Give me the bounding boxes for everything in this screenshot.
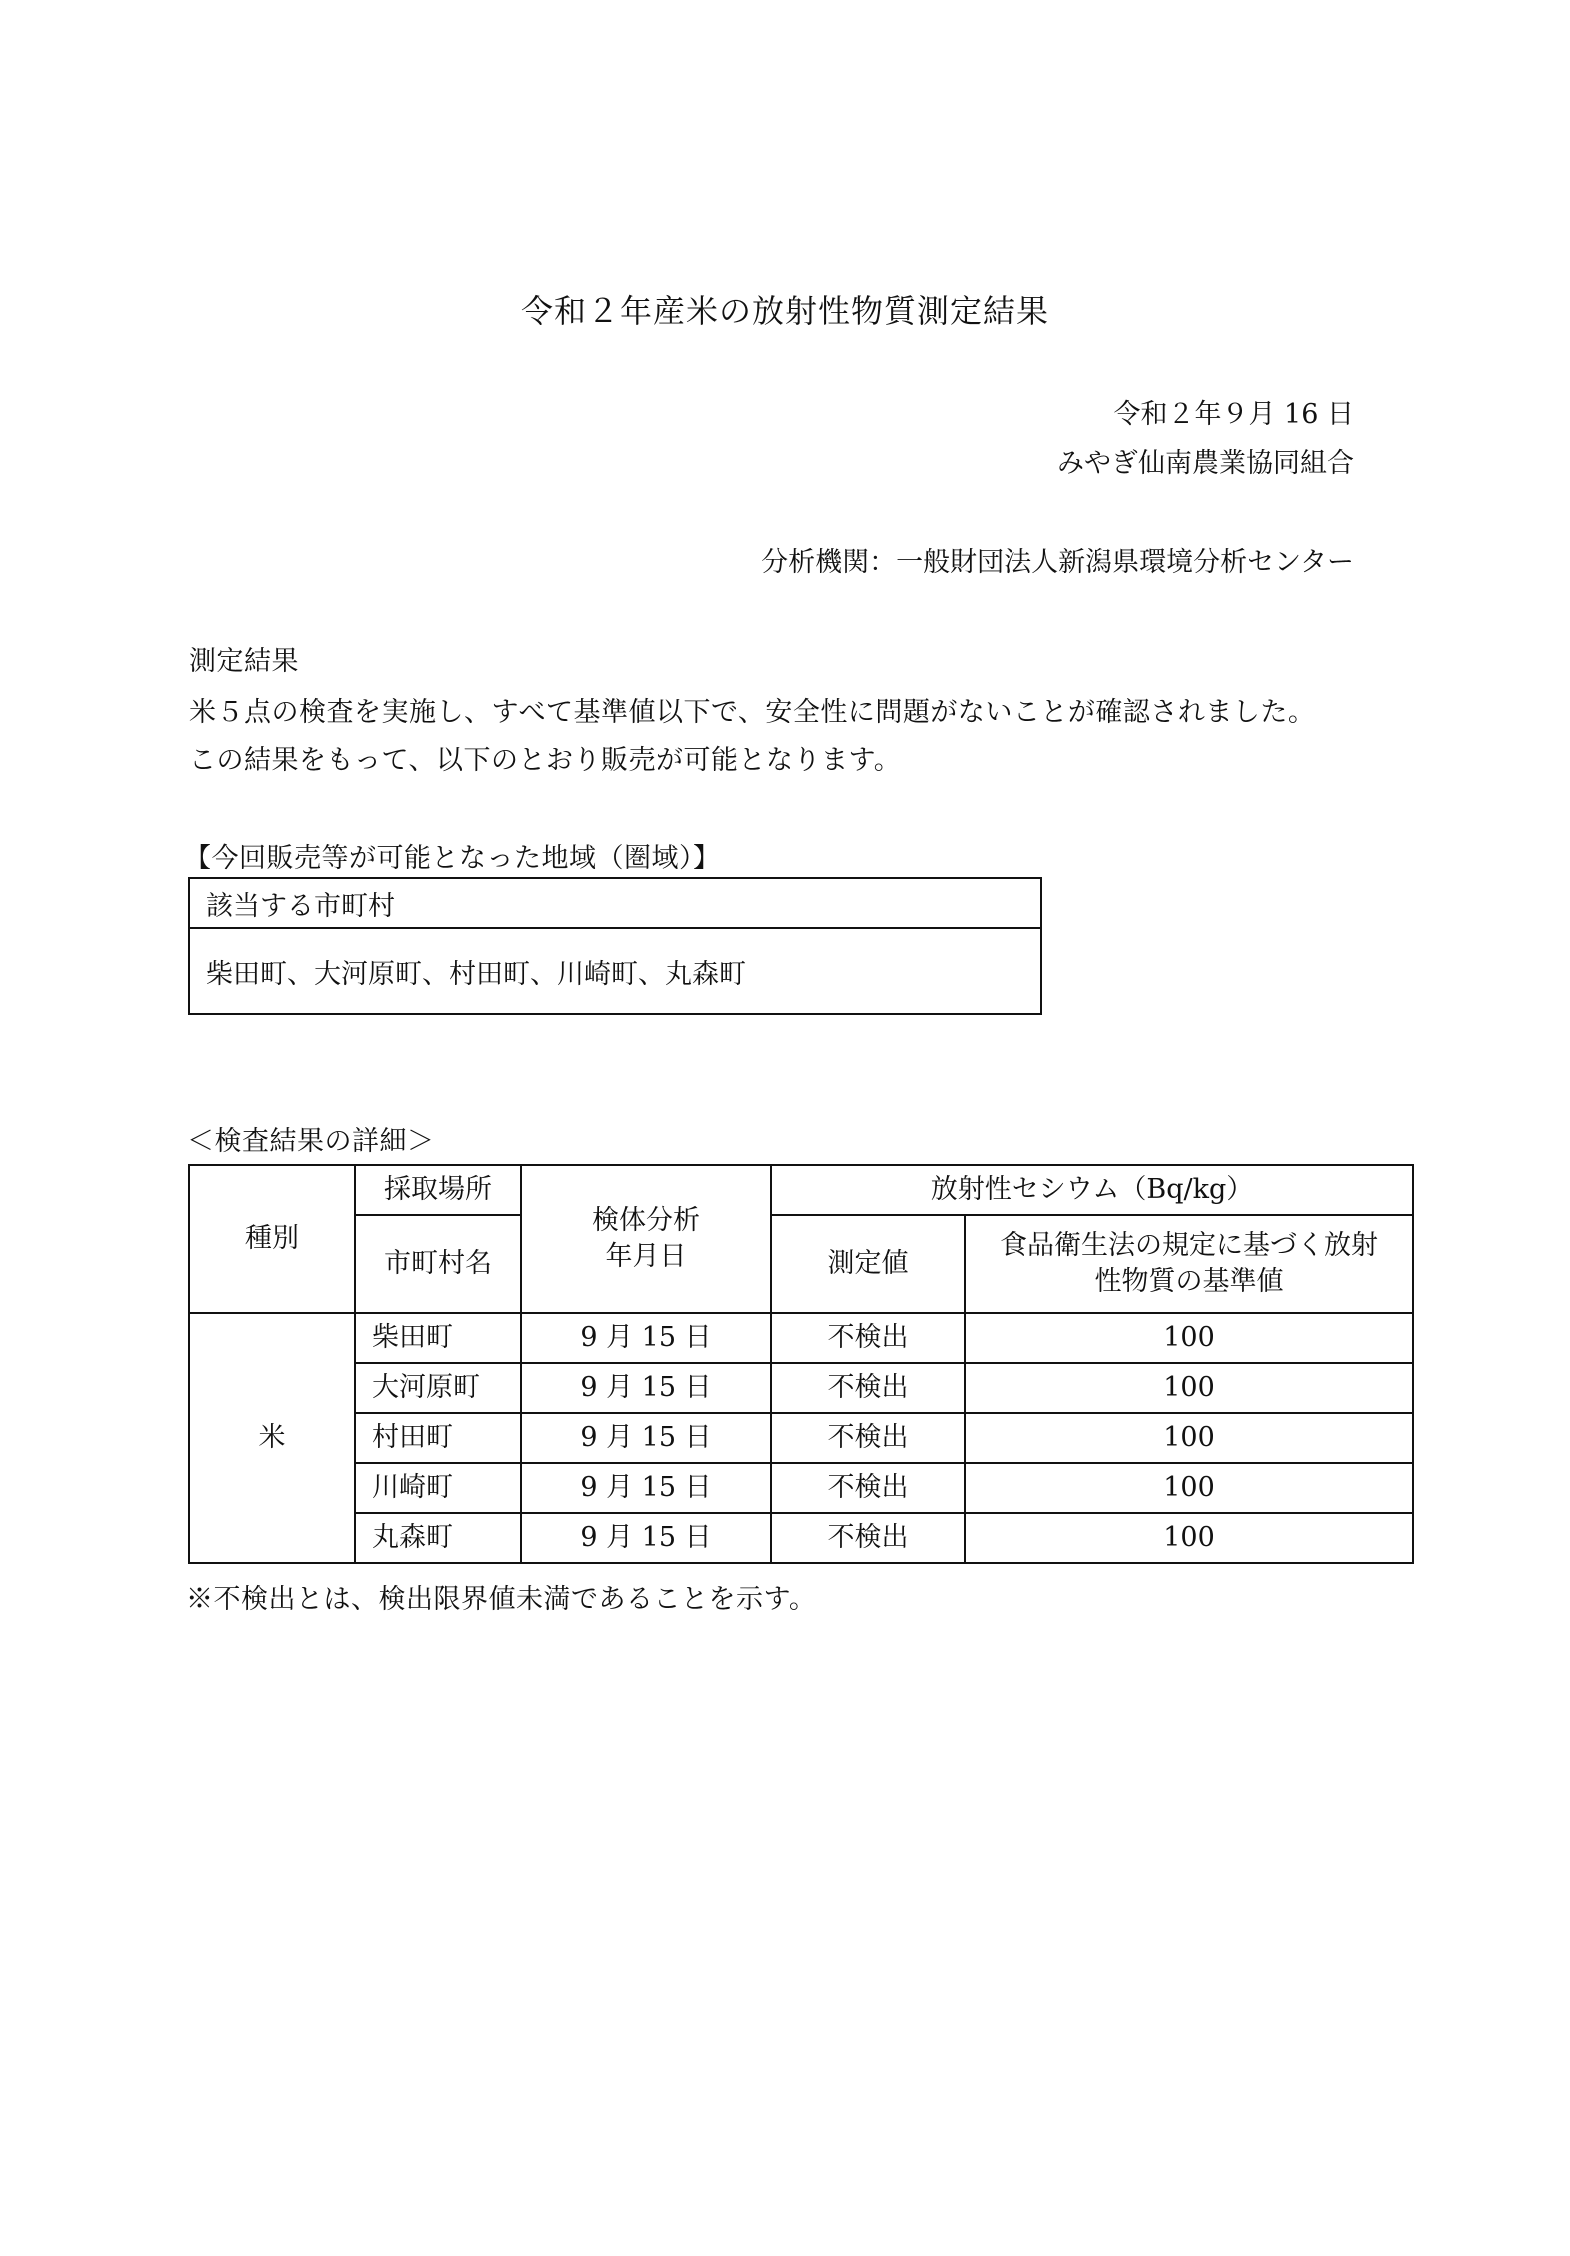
date-cell: 9 月 15 日 [521,1313,771,1363]
region-table [188,877,1042,1015]
table-row [189,1463,1413,1513]
table-row [189,1513,1413,1563]
table-row [189,1413,1413,1463]
measured-cell: 不検出 [771,1513,965,1563]
header-analysis-date [521,1165,771,1313]
table-row [189,1313,1413,1363]
header-sampling-place: 採取場所 [355,1165,521,1215]
municipality-cell: 丸森町 [355,1513,521,1563]
standard-cell: 100 [965,1513,1413,1563]
table-row [189,1363,1413,1413]
footnote: ※不検出とは、検出限界値未満であることを示す。 [186,1584,817,1615]
municipality-cell: 柴田町 [355,1313,521,1363]
header-measured-value: 測定値 [771,1215,965,1313]
date-cell: 9 月 15 日 [521,1413,771,1463]
measured-cell: 不検出 [771,1363,965,1413]
document-title: 令和２年産米の放射性物質測定結果 [520,292,1049,330]
results-text-2: この結果をもって、以下のとおり販売が可能となります。 [189,745,902,776]
measured-cell: 不検出 [771,1313,965,1363]
detail-section-title: ＜検査結果の詳細＞ [187,1126,435,1157]
header-standard-line1: 食品衛生法の規定に基づく放射 [1000,1230,1378,1261]
type-cell: 米 [189,1313,355,1563]
standard-cell: 100 [965,1363,1413,1413]
municipality-cell: 川崎町 [355,1463,521,1513]
analysis-agency: 分析機関：一般財団法人新潟県環境分析センター [761,547,1354,578]
standard-cell: 100 [965,1463,1413,1513]
results-heading: 測定結果 [189,646,299,677]
header-standard-line2: 性物質の基準値 [1094,1266,1284,1297]
results-text-1: 米５点の検査を実施し、すべて基準値以下で、安全性に問題がないことが確認されました。 [189,697,1316,728]
date-cell: 9 月 15 日 [521,1513,771,1563]
standard-cell: 100 [965,1413,1413,1463]
region-section-title: 【今回販売等が可能となった地域（圏域）】 [184,843,721,874]
detail-table [188,1164,1414,1564]
header-type: 種別 [189,1165,355,1313]
header-analysis-date-line1: 検体分析 [592,1205,700,1236]
issue-date: 令和２年９月 16 日 [1113,399,1354,430]
measured-cell: 不検出 [771,1413,965,1463]
region-table-header: 該当する市町村 [189,878,1041,928]
header-cesium: 放射性セシウム（Bq/kg） [771,1165,1413,1215]
date-cell: 9 月 15 日 [521,1463,771,1513]
date-cell: 9 月 15 日 [521,1363,771,1413]
organization-name: みやぎ仙南農業協同組合 [1057,448,1354,479]
municipality-cell: 大河原町 [355,1363,521,1413]
municipality-cell: 村田町 [355,1413,521,1463]
header-standard-value [965,1215,1413,1313]
header-analysis-date-line2: 年月日 [605,1241,687,1272]
measured-cell: 不検出 [771,1463,965,1513]
region-table-value: 柴田町、大河原町、村田町、川崎町、丸森町 [189,928,1041,1014]
header-municipality: 市町村名 [355,1215,521,1313]
standard-cell: 100 [965,1313,1413,1363]
